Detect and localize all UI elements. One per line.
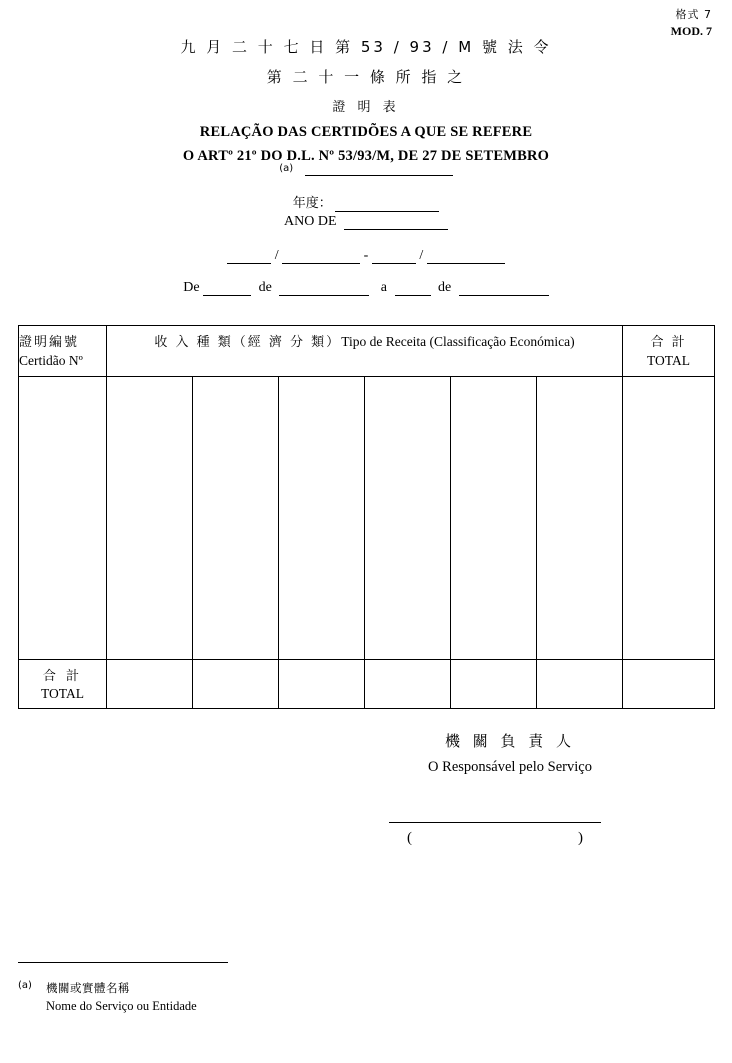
title-portuguese-line-1: RELAÇÃO DAS CERTIDÕES A QUE SE REFERE [199,124,533,140]
page-title [0,36,732,165]
footnote-marker: (a) [18,980,32,991]
period-de-label-3: de [438,280,452,295]
footnote [18,980,418,1014]
reference-part-4-input[interactable] [427,250,505,264]
period-row [0,280,732,296]
period-de-label: De [183,280,200,295]
table-body-row [19,377,715,660]
year-field-portuguese-row [0,214,732,230]
signature-name-parentheses [389,830,601,847]
total-cell-grand-total[interactable] [623,660,715,709]
body-cell-revenue-5[interactable] [451,377,537,660]
header-total-chinese: 合 計 [650,335,687,350]
total-cell-revenue-2[interactable] [193,660,279,709]
reference-slash-2: / [419,248,424,263]
total-cell-revenue-3[interactable] [279,660,365,709]
footnote-first-line [18,980,418,996]
year-label-portuguese: ANO DE [284,214,337,229]
body-cell-revenue-6[interactable] [537,377,623,660]
footnote-text-portuguese: Nome do Serviço ou Entidade [46,999,197,1013]
body-cell-revenue-3[interactable] [279,377,365,660]
table-total-row [19,660,715,709]
signature-title-chinese: 機 關 負 責 人 [444,732,576,750]
total-row-label-chinese: 合 計 [42,669,83,684]
body-cell-revenue-4[interactable] [365,377,451,660]
period-de-label-2: de [258,280,272,295]
signature-title-portuguese: O Responsável pelo Serviço [428,759,592,775]
total-cell-revenue-5[interactable] [451,660,537,709]
entity-name-marker: (a) [279,163,294,174]
body-cell-total[interactable] [623,377,715,660]
reference-number-row [0,248,732,264]
total-row-label-cell [19,660,107,709]
total-row-label-portuguese: TOTAL [41,686,84,701]
entity-name-field-row [0,160,732,176]
signature-line[interactable] [389,822,601,823]
form-code-chinese: 格式 7 [675,8,712,21]
footnote-divider [18,962,228,963]
title-chinese-line-3: 證 明 表 [332,100,400,115]
body-cell-certificate-no[interactable] [19,377,107,660]
year-input-chinese[interactable] [335,198,439,212]
header-certificate-no-chinese: 證明編號 [19,335,80,350]
header-cell-revenue-type [107,326,623,377]
period-start-day-input[interactable] [203,282,251,296]
header-revenue-type-portuguese: Tipo de Receita (Classificação Económica) [341,334,575,349]
period-end-month-input[interactable] [459,282,549,296]
title-portuguese-line-2: O ARTº 21º DO D.L. Nº 53/93/M, DE 27 DE SETEMBRO [182,148,550,164]
period-start-month-input[interactable] [279,282,369,296]
header-cell-certificate-no [19,326,107,377]
form-code-portuguese: MOD. 7 [670,23,712,38]
reference-part-2-input[interactable] [282,250,360,264]
title-chinese-line-2: 第 二 十 一 條 所 指 之 [266,68,466,86]
year-field-chinese-row [0,192,732,212]
year-label-chinese: 年度： [292,196,332,211]
form-fields [0,160,732,296]
total-cell-revenue-4[interactable] [365,660,451,709]
reference-part-1-input[interactable] [227,250,271,264]
footnote-text-chinese: 機關或實體名稱 [46,981,130,995]
table-header-row [19,326,715,377]
body-cell-revenue-2[interactable] [193,377,279,660]
total-cell-revenue-6[interactable] [537,660,623,709]
form-code [671,8,712,39]
reference-part-3-input[interactable] [372,250,416,264]
total-cell-revenue-1[interactable] [107,660,193,709]
period-a-label: a [380,280,388,295]
header-cell-total [623,326,715,377]
year-input-portuguese[interactable] [344,216,448,230]
body-cell-revenue-1[interactable] [107,377,193,660]
entity-name-input[interactable] [305,162,453,176]
header-certificate-no-portuguese: Certidão Nº [19,353,83,368]
paren-close: ) [578,830,583,846]
certificates-table [18,325,714,709]
period-end-day-input[interactable] [395,282,431,296]
header-revenue-type-combined [107,326,622,351]
header-revenue-type-chinese: 收 入 種 類（經 濟 分 類） [154,335,342,350]
signature-block [360,730,660,776]
reference-dash: - [363,248,369,263]
header-total-portuguese: TOTAL [647,353,690,368]
title-chinese-line-1: 九 月 二 十 七 日 第 53 / 93 / M 號 法 令 [180,38,552,56]
paren-open: ( [407,830,412,846]
reference-slash-1: / [274,248,279,263]
